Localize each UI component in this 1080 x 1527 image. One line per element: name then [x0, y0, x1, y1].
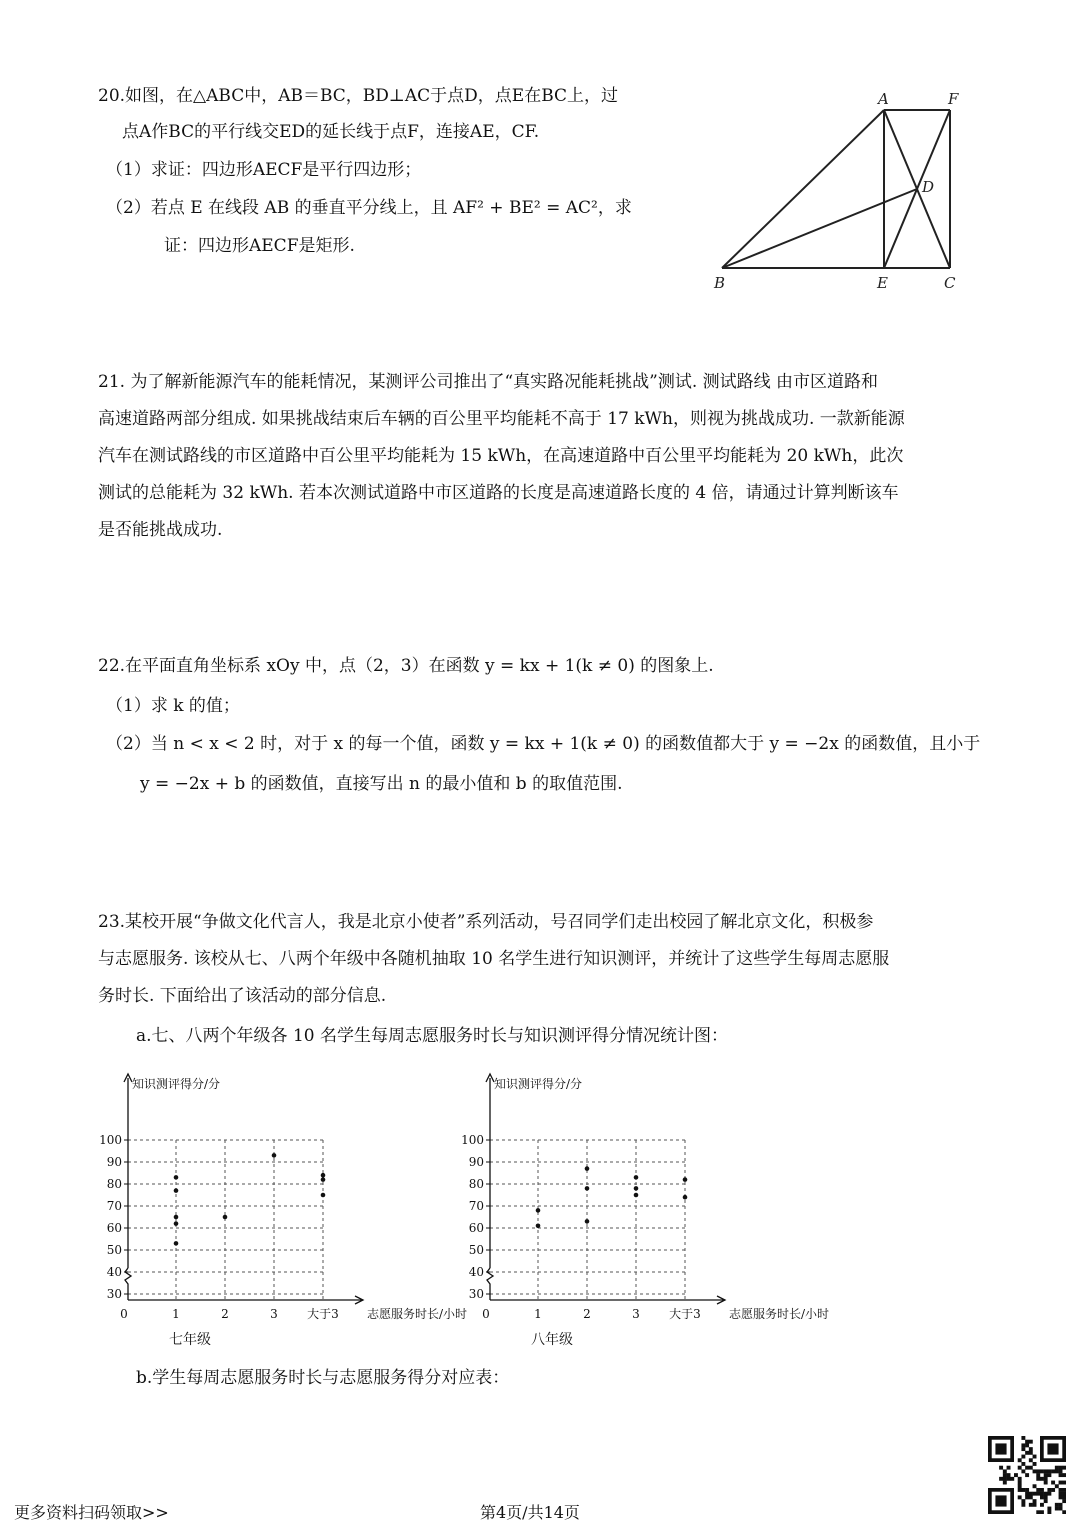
data-point: [634, 1175, 639, 1180]
qr-module: [1007, 1466, 1011, 1470]
qr-module: [1059, 1503, 1063, 1507]
q23-line1: 23.某校开展“争做文化代言人，我是北京小使者”系列活动，号召同学们走出校园了解北京文化，积极参: [98, 912, 874, 932]
qr-module: [1059, 1473, 1063, 1477]
q20-geometry-figure: [700, 88, 980, 298]
qr-module: [1059, 1488, 1063, 1492]
qr-module: [1018, 1466, 1022, 1470]
y-tick-label: 100: [461, 1133, 484, 1147]
qr-module: [1021, 1462, 1025, 1466]
point-label-e: E: [877, 274, 888, 292]
scatter-chart-grade7: [90, 1068, 470, 1353]
q21-line3: 汽车在测试路线的市区道路中百公里平均能耗为 15 kWh，在高速道路中百公里平均能耗为 20 kWh，此次: [98, 446, 904, 466]
data-point: [585, 1219, 590, 1224]
qr-module: [1033, 1503, 1037, 1507]
qr-module: [999, 1466, 1003, 1470]
y-tick-label: 50: [106, 1243, 122, 1257]
qr-module: [1047, 1492, 1051, 1496]
chart-caption: 七年级: [169, 1332, 211, 1348]
qr-module: [1055, 1484, 1059, 1488]
data-point: [174, 1215, 179, 1220]
qr-module: [1003, 1481, 1007, 1485]
data-point: [634, 1186, 639, 1191]
qr-module: [1062, 1499, 1066, 1503]
x-axis-title: 志愿服务时长/小时: [729, 1307, 830, 1321]
q23-line2: 与志愿服务. 该校从七、八两个年级中各随机抽取 10 名学生进行知识测评，并统计了这些学生每周志愿服: [98, 949, 890, 969]
qr-module: [1029, 1495, 1033, 1499]
point-label-f: F: [948, 90, 959, 108]
qr-module: [1062, 1510, 1066, 1514]
qr-code-image: [988, 1436, 1066, 1514]
qr-module: [1051, 1469, 1055, 1473]
y-tick-label: 60: [468, 1221, 484, 1235]
qr-module: [1040, 1495, 1044, 1499]
qr-module: [1062, 1473, 1066, 1477]
y-tick-label: 40: [106, 1265, 122, 1279]
qr-module: [1021, 1436, 1025, 1440]
qr-module: [1018, 1481, 1022, 1485]
qr-module: [1040, 1477, 1044, 1481]
q20-line2: 点A作BC的平行线交ED的延长线于点F，连接AE，CF.: [122, 122, 540, 142]
qr-module: [1062, 1466, 1066, 1470]
q23-part-b: b.学生每周志愿服务时长与志愿服务得分对应表：: [136, 1368, 510, 1388]
qr-module: [1029, 1458, 1033, 1462]
x-tick-label: 3: [632, 1307, 640, 1321]
qr-module: [1025, 1451, 1029, 1455]
q23-line3: 务时长. 下面给出了该活动的部分信息.: [98, 986, 387, 1006]
segment-ab: [722, 110, 884, 268]
qr-module: [1047, 1469, 1051, 1473]
qr-module: [1029, 1466, 1033, 1470]
x-tick-label: 2: [221, 1307, 229, 1321]
point-label-d: D: [922, 178, 935, 196]
data-point: [683, 1195, 688, 1200]
qr-module: [1025, 1440, 1029, 1444]
q22-line1: 22.在平面直角坐标系 xOy 中，点（2，3）在函数 y = kx + 1(k ≠ 0) 的图象上.: [98, 656, 714, 676]
qr-module: [1018, 1495, 1022, 1499]
data-point: [683, 1177, 688, 1182]
qr-module: [1010, 1477, 1014, 1481]
point-label-b: B: [714, 274, 726, 292]
qr-module: [1029, 1492, 1033, 1496]
y-tick-label: 30: [468, 1287, 484, 1301]
qr-module: [1025, 1443, 1029, 1447]
data-point: [536, 1208, 541, 1213]
qr-module: [1059, 1507, 1063, 1511]
qr-module: [1003, 1473, 1007, 1477]
qr-module: [1059, 1495, 1063, 1499]
qr-module: [1044, 1499, 1048, 1503]
qr-module: [1025, 1473, 1029, 1477]
q22-part1: （1）求 k 的值；: [106, 696, 240, 716]
chart-caption: 八年级: [531, 1332, 573, 1348]
qr-module: [1040, 1492, 1044, 1496]
qr-module: [1003, 1477, 1007, 1481]
qr-module: [1044, 1481, 1048, 1485]
q20-line1: 20.如图，在△ABC中，AB＝BC，BD⊥AC于点D，点E在BC上，过: [98, 86, 619, 106]
qr-module: [1029, 1451, 1033, 1455]
x-tick-label: 大于3: [669, 1307, 701, 1321]
qr-module: [1044, 1477, 1048, 1481]
qr-module: [1062, 1492, 1066, 1496]
qr-module: [1029, 1440, 1033, 1444]
y-axis-break: [487, 1268, 493, 1300]
q21-line4: 测试的总能耗为 32 kWh. 若本次测试道路中市区道路的长度是高速道路长度的 4 倍，请通过计算判断该车: [98, 483, 899, 503]
qr-finder-core: [995, 1443, 1006, 1454]
data-point: [223, 1215, 228, 1220]
x-tick-label: 1: [172, 1307, 180, 1321]
qr-module: [1007, 1477, 1011, 1481]
footer-scan-prompt: 更多资料扫码领取>>: [14, 1503, 169, 1522]
qr-module: [1051, 1488, 1055, 1492]
y-tick-label: 30: [106, 1287, 122, 1301]
x-tick-label: 2: [583, 1307, 591, 1321]
qr-module: [1055, 1466, 1059, 1470]
qr-module: [1047, 1510, 1051, 1514]
qr-module: [1033, 1455, 1037, 1459]
qr-module: [1021, 1443, 1025, 1447]
qr-module: [1007, 1473, 1011, 1477]
y-axis-title: 知识测评得分/分: [494, 1077, 583, 1091]
qr-module: [1059, 1492, 1063, 1496]
qr-module: [1033, 1499, 1037, 1503]
qr-module: [1055, 1503, 1059, 1507]
q20-part1: （1）求证：四边形AECF是平行四边形；: [106, 160, 422, 180]
data-point: [321, 1177, 326, 1182]
point-label-a: A: [878, 90, 889, 108]
qr-module: [1040, 1469, 1044, 1473]
qr-module: [1036, 1469, 1040, 1473]
qr-module: [1062, 1488, 1066, 1492]
qr-module: [1021, 1455, 1025, 1459]
qr-module: [1018, 1477, 1022, 1481]
qr-module: [1062, 1481, 1066, 1485]
qr-module: [1036, 1488, 1040, 1492]
qr-module: [1044, 1492, 1048, 1496]
qr-module: [1025, 1495, 1029, 1499]
qr-module: [1033, 1492, 1037, 1496]
qr-module: [1025, 1466, 1029, 1470]
q23-part-a: a.七、八两个年级各 10 名学生每周志愿服务时长与知识测评得分情况统计图：: [136, 1026, 728, 1046]
qr-module: [1047, 1473, 1051, 1477]
segment-bd: [722, 189, 917, 268]
data-point: [174, 1175, 179, 1180]
qr-module: [1062, 1495, 1066, 1499]
y-tick-label: 50: [468, 1243, 484, 1257]
data-point: [321, 1173, 326, 1178]
x-tick-label: 1: [534, 1307, 542, 1321]
x-tick-label: 大于3: [307, 1307, 339, 1321]
y-tick-label: 60: [106, 1221, 122, 1235]
qr-module: [1040, 1488, 1044, 1492]
qr-module: [1036, 1473, 1040, 1477]
y-tick-label: 70: [106, 1199, 122, 1213]
qr-module: [1036, 1477, 1040, 1481]
qr-module: [1044, 1473, 1048, 1477]
qr-module: [1021, 1488, 1025, 1492]
qr-module: [1033, 1462, 1037, 1466]
y-axis-title: 知识测评得分/分: [132, 1077, 221, 1091]
q22-part2a: （2）当 n < x < 2 时，对于 x 的每一个值，函数 y = kx + 1(k ≠ 0) 的函数值都大于 y = −2x 的函数值，且小于: [106, 734, 981, 754]
qr-module: [1051, 1481, 1055, 1485]
y-tick-label: 70: [468, 1199, 484, 1213]
x-tick-label: 3: [270, 1307, 278, 1321]
qr-module: [1055, 1469, 1059, 1473]
data-point: [174, 1221, 179, 1226]
y-tick-label: 90: [468, 1155, 484, 1169]
origin-label: 0: [120, 1307, 128, 1321]
qr-module: [1018, 1488, 1022, 1492]
qr-module: [1018, 1484, 1022, 1488]
q21-line1: 21. 为了解新能源汽车的能耗情况，某测评公司推出了“真实路况能耗挑战”测试. 测试路线 由市区道路和: [98, 372, 879, 392]
qr-module: [1040, 1510, 1044, 1514]
qr-module: [1055, 1507, 1059, 1511]
q21-line5: 是否能挑战成功.: [98, 520, 223, 540]
y-axis-break: [125, 1268, 131, 1300]
qr-module: [1021, 1469, 1025, 1473]
qr-module: [1044, 1495, 1048, 1499]
data-point: [174, 1188, 179, 1193]
data-point: [585, 1166, 590, 1171]
qr-module: [1059, 1481, 1063, 1485]
qr-module: [1059, 1469, 1063, 1473]
y-tick-label: 80: [106, 1177, 122, 1191]
y-tick-label: 40: [468, 1265, 484, 1279]
qr-module: [1059, 1466, 1063, 1470]
q20-part2a: （2）若点 E 在线段 AB 的垂直平分线上，且 AF² + BE² = AC²，求: [106, 198, 632, 218]
y-tick-label: 100: [99, 1133, 122, 1147]
origin-label: 0: [482, 1307, 490, 1321]
q21-line2: 高速道路两部分组成. 如果挑战结束后车辆的百公里平均能耗不高于 17 kWh，则视为挑战成功. 一款新能源: [98, 409, 905, 429]
qr-module: [1018, 1458, 1022, 1462]
qr-module: [1029, 1503, 1033, 1507]
y-tick-label: 90: [106, 1155, 122, 1169]
qr-module: [1033, 1469, 1037, 1473]
qr-finder-core: [995, 1495, 1006, 1506]
qr-module: [1025, 1488, 1029, 1492]
qr-module: [1047, 1507, 1051, 1511]
qr-module: [1047, 1488, 1051, 1492]
data-point: [536, 1224, 541, 1229]
qr-module: [1014, 1473, 1018, 1477]
qr-module: [1036, 1510, 1040, 1514]
qr-finder-core: [1047, 1443, 1058, 1454]
data-point: [321, 1193, 326, 1198]
point-label-c: C: [944, 274, 956, 292]
qr-module: [999, 1477, 1003, 1481]
x-axis-title: 志愿服务时长/小时: [367, 1307, 468, 1321]
q22-part2b: y = −2x + b 的函数值，直接写出 n 的最小值和 b 的取值范围.: [140, 774, 623, 794]
qr-module: [1040, 1503, 1044, 1507]
qr-module: [1003, 1469, 1007, 1473]
data-point: [585, 1186, 590, 1191]
qr-module: [1025, 1492, 1029, 1496]
qr-module: [1021, 1503, 1025, 1507]
qr-module: [1021, 1499, 1025, 1503]
qr-module: [1021, 1447, 1025, 1451]
q20-part2b: 证：四边形AECF是矩形.: [164, 236, 355, 256]
data-point: [174, 1241, 179, 1246]
y-tick-label: 80: [468, 1177, 484, 1191]
scatter-chart-grade8: [452, 1068, 852, 1353]
qr-module: [1029, 1447, 1033, 1451]
qr-module: [1044, 1469, 1048, 1473]
qr-module: [1036, 1492, 1040, 1496]
qr-module: [1033, 1484, 1037, 1488]
page-number: 第4页/共14页: [480, 1503, 580, 1522]
data-point: [634, 1193, 639, 1198]
data-point: [272, 1153, 277, 1158]
